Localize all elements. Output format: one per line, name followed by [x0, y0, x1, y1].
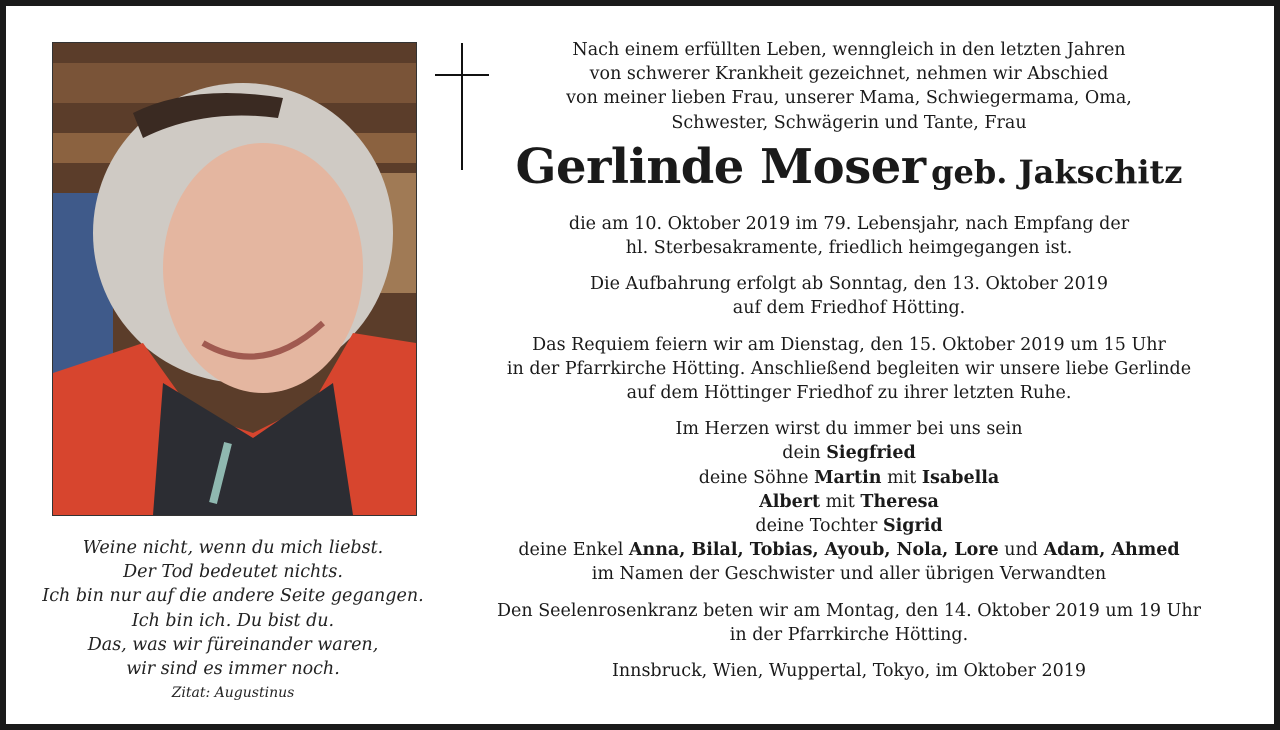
intro-line: von schwerer Krankheit gezeichnet, nehmen wir Abschied — [589, 64, 1109, 85]
obituary-text — [458, 38, 1240, 683]
husband-name: Siegfried — [826, 443, 916, 464]
intro-line: Nach einem erfüllten Leben, wenngleich in den letzten Jahren — [572, 40, 1126, 60]
family-sons: deine Söhne Martin mit Isabella — [698, 467, 1000, 488]
grandchildren-names: Adam, Ahmed — [1043, 540, 1180, 561]
partner-name: Theresa — [860, 491, 939, 512]
heart-line: Im Herzen wirst du immer bei uns sein — [675, 419, 1023, 440]
poem-line: Der Tod bedeutet nichts. — [123, 562, 343, 583]
poem-block — [28, 536, 438, 703]
viewing-line: auf dem Friedhof Hötting. — [732, 298, 966, 319]
viewing-line: Die Aufbahrung erfolgt ab Sonntag, den 13. Oktober 2019 — [589, 274, 1109, 295]
family-grandchildren: deine Enkel Anna, Bilal, Tobias, Ayoub, Nola, Lore und Adam, Ahmed — [518, 540, 1180, 561]
portrait-illustration — [53, 43, 416, 515]
requiem-line: Das Requiem feiern wir am Dienstag, den 15. Oktober 2019 um 15 Uhr — [532, 334, 1166, 355]
deceased-name-line — [458, 139, 1240, 206]
son-name: Albert — [759, 491, 821, 512]
rosary-line: in der Pfarrkirche Hötting. — [729, 624, 969, 645]
death-line: die am 10. Oktober 2019 im 79. Lebensjahr, nach Empfang der — [568, 213, 1130, 234]
places-date: Innsbruck, Wien, Wuppertal, Tokyo, im Oktober 2019 — [612, 661, 1086, 682]
son-name: Martin — [814, 467, 882, 488]
poem-line: Ich bin ich. Du bist du. — [131, 610, 335, 631]
partner-name: Isabella — [921, 467, 1000, 488]
birth-name: geb. Jakschitz — [931, 152, 1183, 191]
family-daughter: deine Tochter Sigrid — [755, 516, 943, 537]
requiem-line: in der Pfarrkirche Hötting. Anschließend begleiten wir unsere liebe Gerlinde — [506, 358, 1192, 379]
daughter-name: Sigrid — [882, 516, 943, 537]
poem-line: wir sind es immer noch. — [126, 659, 340, 680]
intro-line: von meiner lieben Frau, unserer Mama, Schwiegermama, Oma, — [566, 88, 1132, 109]
poem-line: Das, was wir füreinander waren, — [87, 634, 379, 655]
quote-source: Zitat: Augustinus — [171, 685, 295, 702]
grandchildren-names: Anna, Bilal, Tobias, Ayoub, Nola, Lore — [628, 540, 999, 561]
intro-line: Schwester, Schwägerin und Tante, Frau — [671, 112, 1027, 133]
death-line: hl. Sterbesakramente, friedlich heimgegangen ist. — [625, 238, 1073, 259]
poem-line: Ich bin nur auf die andere Seite gegangen. — [42, 586, 424, 607]
portrait-photo — [52, 42, 417, 516]
family-relatives: im Namen der Geschwister und aller übrigen Verwandten — [591, 564, 1107, 585]
family-husband: dein Siegfried — [782, 443, 916, 464]
poem-line: Weine nicht, wenn du mich liebst. — [82, 538, 384, 558]
deceased-name: Gerlinde Moser — [515, 138, 926, 195]
family-son2: Albert mit Theresa — [759, 491, 939, 512]
requiem-line: auf dem Höttinger Friedhof zu ihrer letzten Ruhe. — [626, 383, 1072, 404]
rosary-line: Den Seelenrosenkranz beten wir am Montag, den 14. Oktober 2019 um 19 Uhr — [496, 600, 1202, 621]
